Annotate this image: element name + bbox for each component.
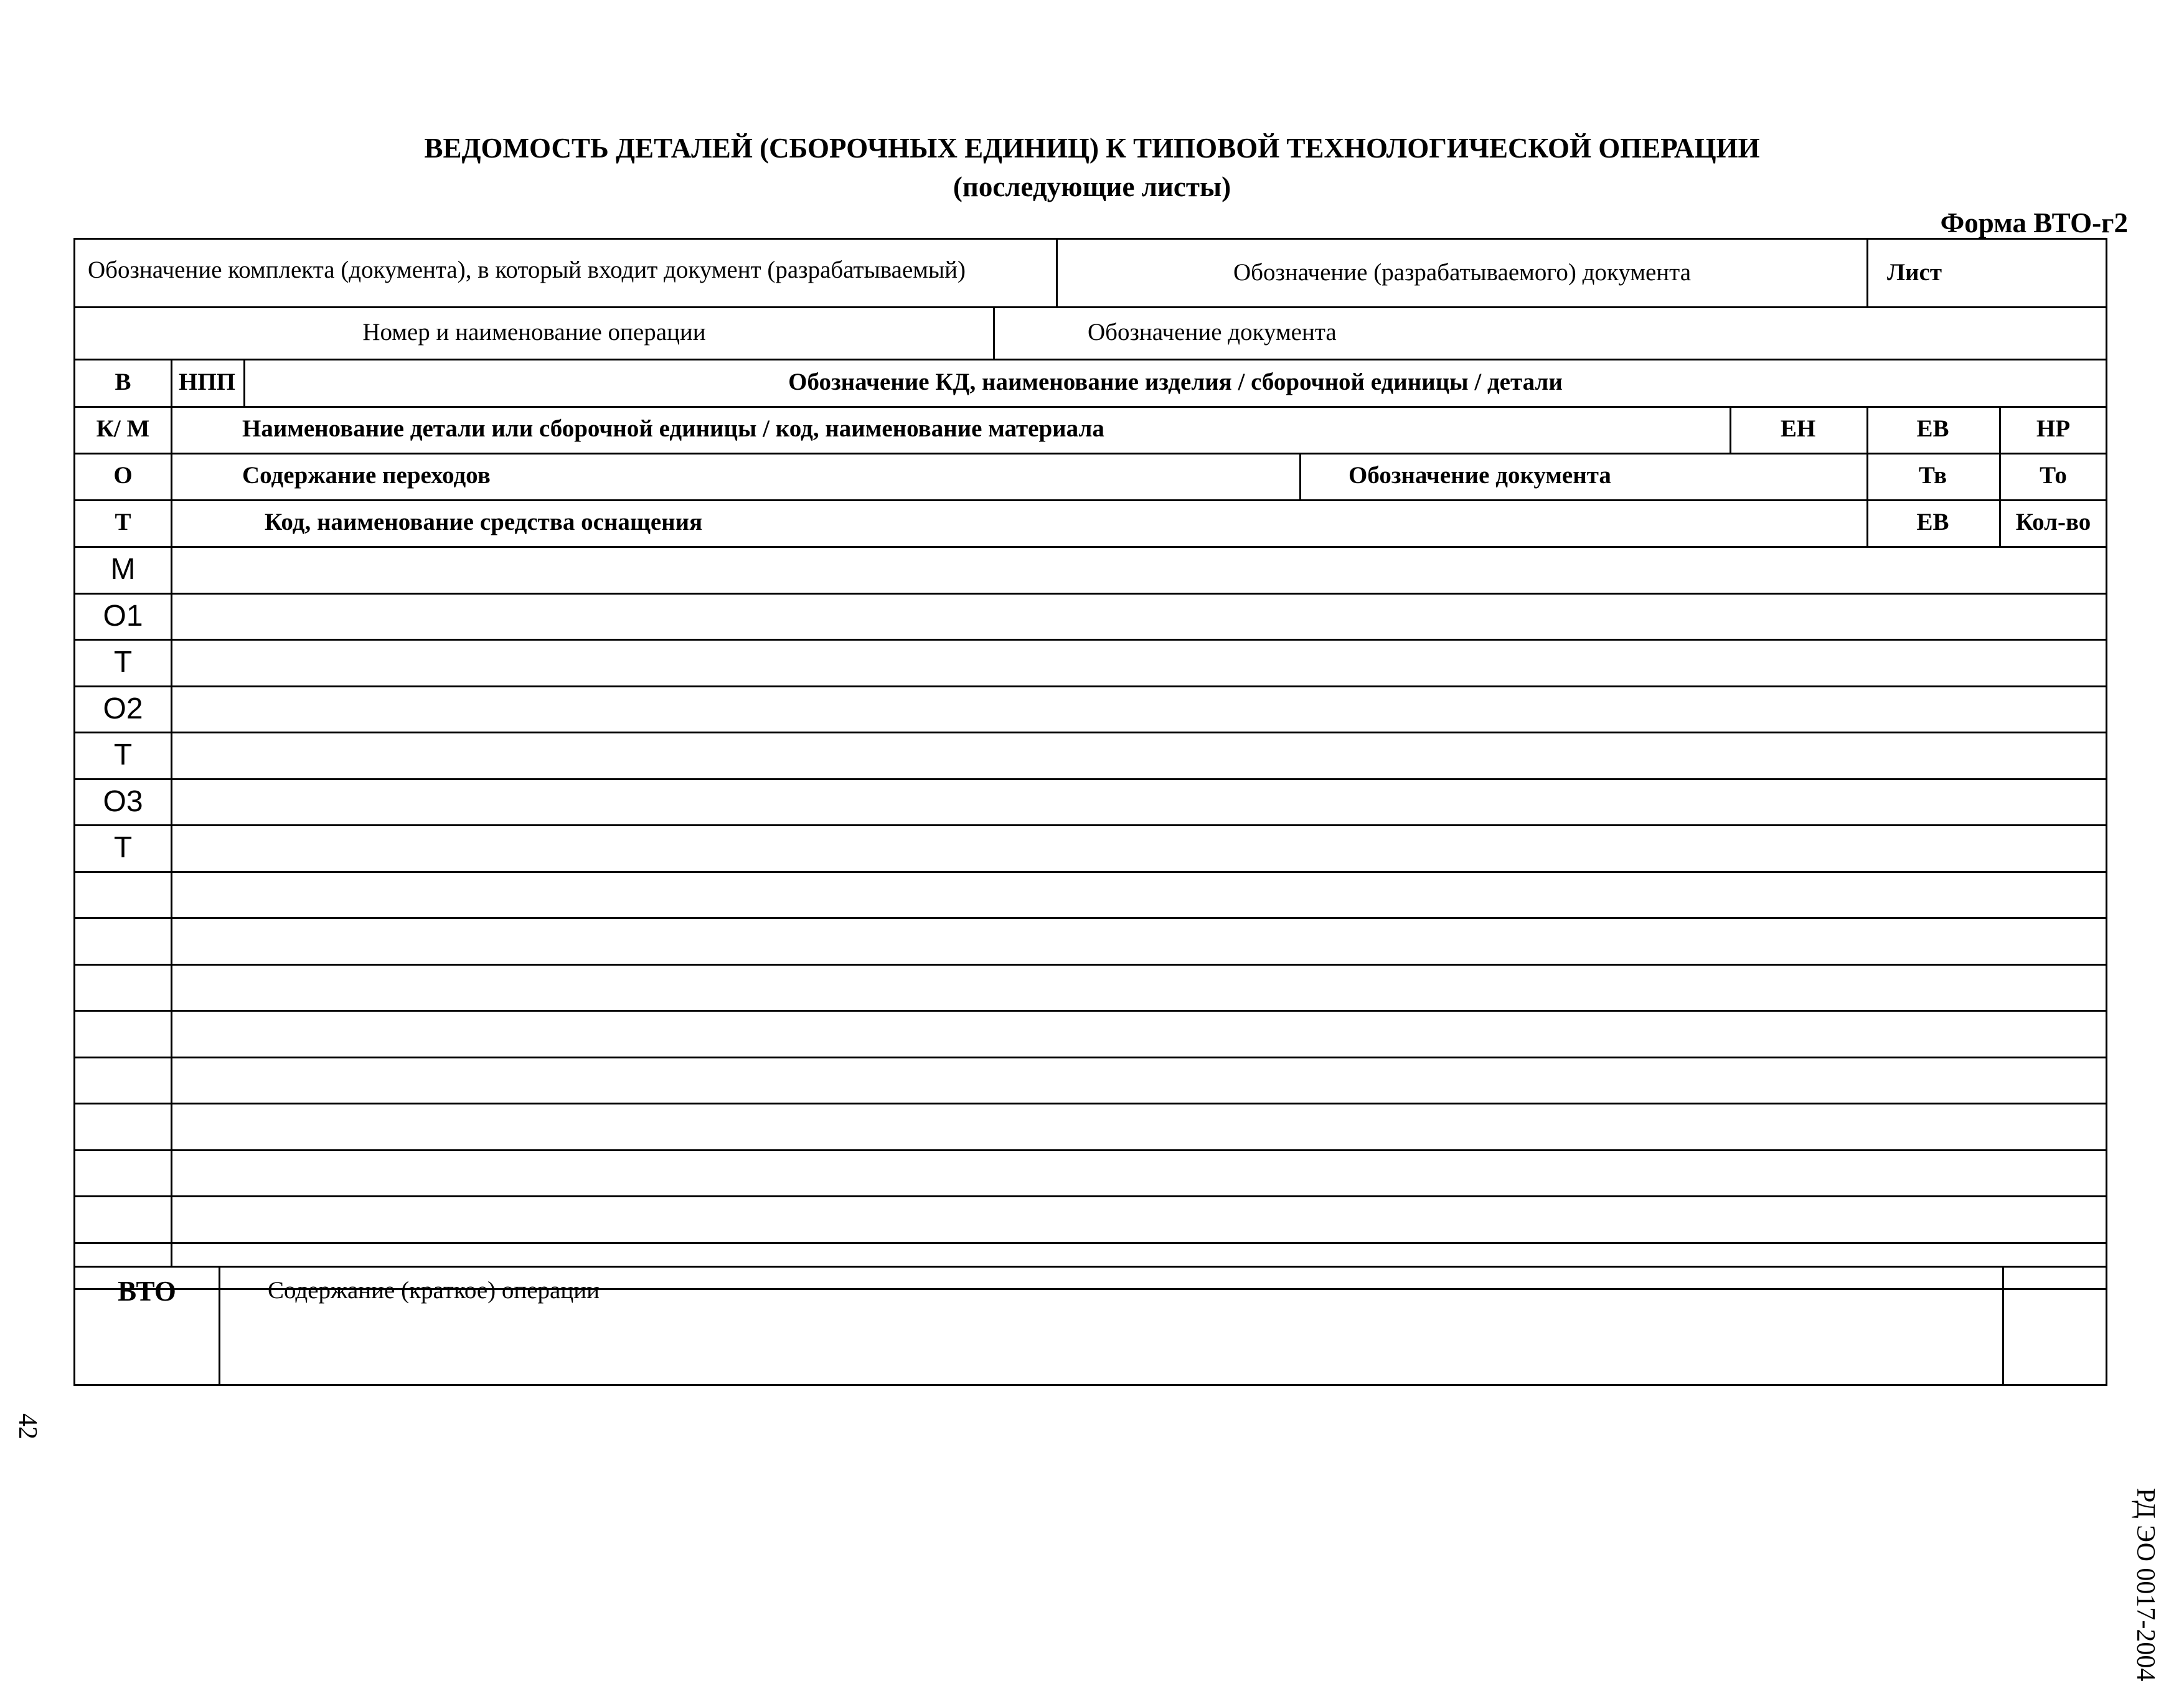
row-divider [75,1195,2106,1197]
sheet-label: Лист [1887,259,1942,286]
row-divider [75,732,2106,733]
col-divider [1299,453,1301,499]
row-divider [75,639,2106,641]
row-divider [75,546,2106,548]
row-divider [75,778,2106,780]
row-divider [75,685,2106,687]
row-divider [75,1149,2106,1151]
row-code-cell: О3 [103,784,143,818]
row-divider [75,917,2106,919]
document-code: РД ЭО 0017-2004 [2131,1488,2160,1681]
col-divider [2002,1266,2004,1384]
row-divider [75,964,2106,966]
row-divider [75,406,2106,408]
operation-doc-label: Обозначение документа [1088,319,1337,346]
row-divider [75,359,2106,360]
qty-label: Кол-во [2015,509,2091,535]
row-divider [75,1103,2106,1104]
ev-label: ЕВ [1916,415,1949,442]
operation-label: Номер и наименование операции [362,319,706,346]
en-label: ЕН [1780,415,1816,442]
row-code-cell: Т [113,646,133,679]
row-divider [75,593,2106,595]
row-divider [75,1057,2106,1058]
row-code-o: О [113,462,133,489]
row-divider [75,453,2106,454]
row-code-cell: М [110,553,136,586]
col-divider [1866,240,1868,306]
vto-label: ВТО [118,1276,176,1307]
footer-divider [75,1266,2106,1268]
col-divider [219,1266,220,1384]
page-number: 42 [13,1413,42,1439]
document-title: ВЕДОМОСТЬ ДЕТАЛЕЙ (СБОРОЧНЫХ ЕДИНИЦ) К ТИПОВОЙ ТЕХНОЛОГИЧЕСКОЙ ОПЕРАЦИИ [424,133,1760,164]
nr-label: НР [2036,415,2071,442]
row-code-cell: О2 [103,692,143,725]
transitions-label: Содержание переходов [242,462,491,489]
form-label: Форма ВТО-г2 [1940,207,2128,238]
row-code-cell: О1 [103,599,143,633]
row-divider [75,1010,2106,1012]
part-name-label: Наименование детали или сборочной единицы / код, наименование материала [242,415,1104,442]
doc-designation-label: Обозначение (разрабатываемого) документа [1233,259,1692,286]
kd-designation-label: Обозначение КД, наименование изделия / сборочной единицы / детали [788,369,1563,395]
npp-label: НПП [178,369,235,395]
to-label: То [2040,462,2067,489]
kit-designation-label: Обозначение комплекта (документа), в который входит документ (разрабатываемый) [88,257,966,283]
equipment-ev-label: ЕВ [1916,509,1949,535]
col-divider [171,406,172,1266]
row-divider [75,499,2106,501]
row-code-km: К/ М [96,415,150,442]
row-code-v: В [115,369,131,395]
row-code-t: Т [115,509,131,535]
row-code-cell: Т [113,831,133,864]
row-divider [75,1242,2106,1244]
document-subtitle: (последующие листы) [953,171,1231,202]
row-divider [75,306,2106,308]
row-code-cell: Т [113,738,133,771]
operation-summary-label: Содержание (краткое) операции [268,1277,600,1304]
row-divider [75,824,2106,826]
col-divider [993,306,995,359]
row-divider [75,871,2106,873]
equipment-label: Код, наименование средства оснащения [265,509,703,535]
form-table [73,238,2107,1386]
transition-doc-label: Обозначение документа [1349,462,1611,489]
tv-label: Тв [1918,462,1947,489]
